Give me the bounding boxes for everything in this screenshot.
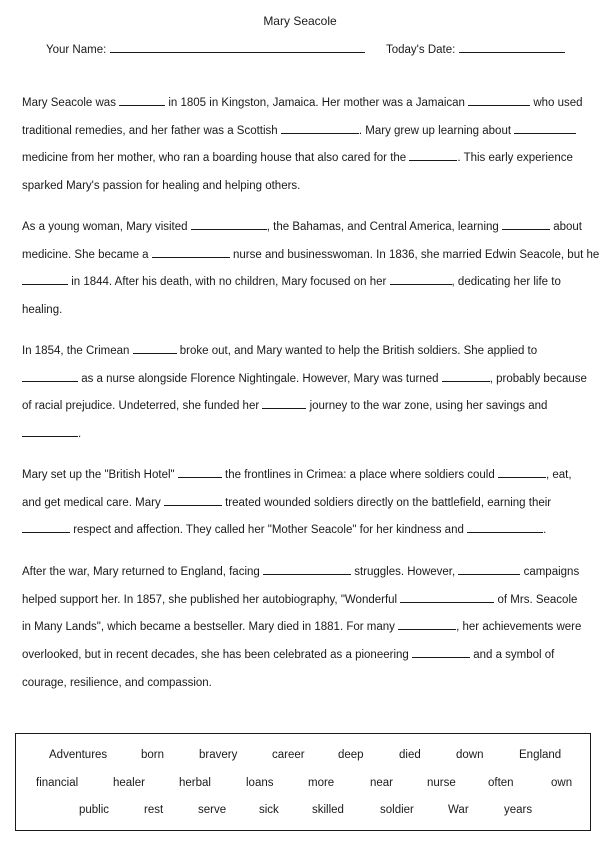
text-line: respect and affection. They called her "Mother Seacole" for her kindness and . [22, 517, 582, 545]
word-bank-word: rest [144, 804, 164, 816]
blank-field[interactable] [467, 522, 543, 533]
word-bank-word: near [370, 777, 394, 789]
word-bank-word: years [504, 804, 533, 816]
paragraph-3 [22, 338, 587, 449]
word-bank-word: died [399, 749, 421, 761]
word-bank [15, 733, 591, 831]
header-row [46, 42, 566, 56]
name-field[interactable] [110, 42, 365, 53]
blank-field[interactable] [22, 371, 78, 382]
text-line: healing. [22, 304, 63, 317]
word-bank-word: often [488, 777, 514, 789]
blank-field[interactable] [152, 247, 230, 258]
text-line: helped support her. In 1857, she published her autobiography, "Wonderful of Mrs. Seacole [22, 593, 578, 606]
text-line: . [22, 421, 582, 449]
text-line: as a nurse alongside Florence Nightingale. However, Mary was turned , probably because [22, 366, 582, 394]
date-label: Today's Date: [386, 44, 456, 56]
blank-field[interactable] [22, 522, 70, 533]
word-bank-word: Adventures [49, 749, 108, 761]
text-line: and get medical care. Mary treated wounded soldiers directly on the battlefield, earning their [22, 496, 552, 509]
blank-field[interactable] [133, 343, 177, 354]
blank-field[interactable] [412, 647, 470, 658]
word-bank-word: War [448, 804, 469, 816]
text-line: in 1844. After his death, with no children, Mary focused on her , dedicating her life to [22, 269, 582, 297]
text-line: Mary Seacole was in 1805 in Kingston, Jamaica. Her mother was a Jamaican who used [22, 97, 583, 109]
name-label: Your Name: [46, 44, 107, 56]
text-line: After the war, Mary returned to England, facing struggles. However, campaigns [22, 566, 580, 578]
word-bank-word: own [551, 777, 573, 789]
blank-field[interactable] [22, 274, 68, 285]
blank-field[interactable] [281, 123, 359, 134]
word-bank-word: nurse [427, 777, 456, 789]
word-bank-word: bravery [199, 749, 238, 761]
text-line: sparked Mary's passion for healing and helping others. [22, 180, 301, 193]
paragraph-4 [22, 462, 582, 545]
text-line: medicine. She became a nurse and businesswoman. In 1836, she married Edwin Seacole, but he [22, 248, 600, 261]
word-bank-word: herbal [179, 777, 211, 789]
word-bank-word: financial [36, 777, 79, 789]
text-line: traditional remedies, and her father was a Scottish . Mary grew up learning about [22, 118, 582, 146]
word-bank-word: born [141, 749, 165, 761]
blank-field[interactable] [442, 371, 490, 382]
text-line: Mary set up the "British Hotel" the frontlines in Crimea: a place where soldiers could , eat, [22, 469, 572, 481]
date-field[interactable] [459, 42, 565, 53]
blank-field[interactable] [164, 495, 222, 506]
blank-field[interactable] [458, 564, 520, 575]
word-bank-word: deep [338, 749, 364, 761]
blank-field[interactable] [178, 467, 222, 478]
word-bank-word: loans [246, 777, 274, 789]
word-bank-word: sick [259, 804, 279, 816]
blank-field[interactable] [400, 592, 494, 603]
blank-field[interactable] [398, 619, 456, 630]
word-bank-word: public [79, 804, 110, 816]
blank-field[interactable] [468, 95, 530, 106]
paragraph-1 [22, 90, 582, 201]
text-line: of racial prejudice. Undeterred, she funded her journey to the war zone, using her savings and [22, 400, 548, 413]
blank-field[interactable] [262, 398, 306, 409]
blank-field[interactable] [390, 274, 452, 285]
blank-field[interactable] [22, 426, 78, 437]
text-line: in Many Lands", which became a bestseller. Mary died in 1881. For many , her achievements were [22, 621, 582, 634]
paragraph-5 [22, 559, 582, 698]
blank-field[interactable] [263, 564, 351, 575]
word-bank-word: down [456, 749, 484, 761]
word-bank-word: soldier [380, 804, 414, 816]
text-line: In 1854, the Crimean broke out, and Mary wanted to help the British soldiers. She applied to [22, 345, 538, 357]
blank-field[interactable] [502, 219, 550, 230]
text-line: As a young woman, Mary visited , the Bahamas, and Central America, learning about [22, 221, 582, 233]
blank-field[interactable] [191, 219, 267, 230]
text-line: overlooked, but in recent decades, she has been celebrated as a pioneering and a symbol of [22, 649, 555, 662]
blank-field[interactable] [119, 95, 165, 106]
paragraph-2 [22, 214, 600, 325]
text-line: medicine from her mother, who ran a boarding house that also cared for the . This early experience [22, 152, 573, 165]
blank-field[interactable] [409, 150, 457, 161]
word-bank-word: career [272, 749, 305, 761]
text-line: courage, resilience, and compassion. [22, 676, 212, 689]
word-bank-word: England [519, 749, 562, 761]
word-bank-word: healer [113, 777, 145, 789]
word-bank-word: skilled [312, 804, 344, 816]
blank-field[interactable] [498, 467, 546, 478]
worksheet-title: Mary Seacole [263, 14, 337, 28]
date-group [386, 42, 565, 56]
word-bank-word: more [308, 777, 335, 789]
word-bank-word: serve [198, 804, 227, 816]
blank-field[interactable] [514, 123, 576, 134]
